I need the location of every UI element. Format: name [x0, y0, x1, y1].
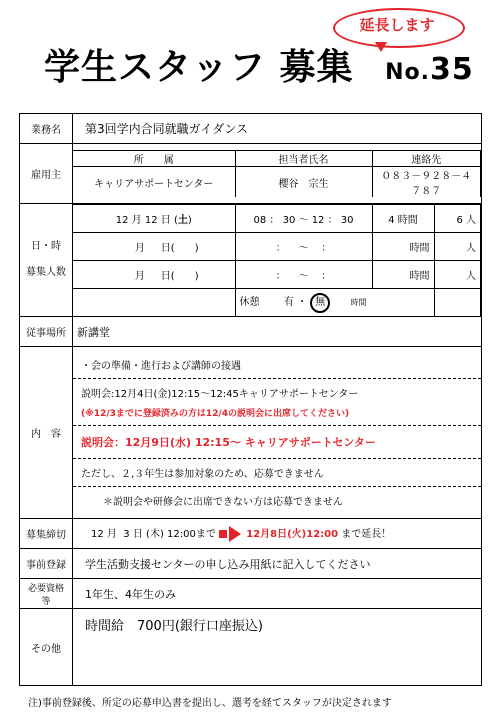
day-unit: 日 — [160, 271, 171, 283]
break-label: 休憩 — [239, 296, 260, 308]
requirements-label: 必要資格等 — [20, 579, 73, 609]
break-time-unit: 時間 — [350, 297, 367, 307]
month-unit: 月 — [134, 271, 145, 283]
schedule-table — [73, 204, 481, 316]
job-label: 業務名 — [20, 114, 73, 144]
content-line-4: ただし、２,３年生は参加対象のため、応募できません — [73, 459, 481, 487]
place-value: 新講堂 — [73, 317, 482, 347]
hours-unit: 時間 — [409, 271, 430, 283]
deadline-time: 12:00まで — [167, 529, 216, 540]
end-hour: 12 — [311, 215, 325, 227]
job-value: 第3回学内合同就職ガイダンス — [73, 114, 482, 144]
people-unit: 人 — [466, 271, 476, 283]
recruitment-form — [19, 113, 482, 686]
people-unit: 人 — [466, 243, 476, 255]
deadline-label: 募集締切 — [20, 519, 73, 549]
requirements-value: 1年生、4年生のみ — [73, 579, 482, 609]
registration-value: 学生活動支援センターの申し込み用紙に記入してください — [73, 549, 482, 579]
schedule-row-2: 月 日( ) ： ～ ： 時間 人 — [73, 233, 481, 261]
weekday-1: 土 — [177, 215, 188, 227]
people-1: 6 — [456, 215, 463, 227]
person-value: 櫻谷 宗生 — [235, 167, 372, 198]
break-dot: ・ — [297, 296, 308, 308]
content-line-2-note: (※12/3までに登録済みの方は12/4の説明会に出席してください) — [81, 409, 350, 419]
schedule-row-1: 12 月 12 日 (土) 08 ： 30 ～ 12 ： 30 4 時間 6 人 — [73, 205, 481, 233]
time-sep: ： — [275, 271, 286, 283]
deadline-weekday: 木 — [149, 529, 160, 540]
start-hour: 08 — [253, 215, 267, 227]
dept-header: 所 属 — [73, 151, 235, 167]
end-min: 30 — [340, 215, 354, 227]
datetime-label: 日・時 — [31, 241, 61, 252]
time-sep: ： — [269, 215, 280, 227]
dept-value: キャリアサポートセンター — [73, 167, 235, 198]
month-unit: 月 — [134, 243, 145, 255]
break-no-circled: 無 — [310, 293, 330, 313]
person-header: 担当者氏名 — [235, 151, 372, 167]
start-min: 30 — [282, 215, 296, 227]
hours-unit: 時間 — [409, 243, 430, 255]
registration-label: 事前登録 — [20, 549, 73, 579]
place-label: 従事場所 — [20, 317, 73, 347]
deadline-row: 募集締切 12 月 3 日 (木) 12:00まで 12月8日(火)12:00 まで延長！ — [20, 519, 482, 549]
time-sep: ： — [321, 271, 332, 283]
employer-row — [20, 144, 482, 204]
break-yes: 有 — [283, 296, 294, 308]
content-line-5: ＊説明会や研修会に出席できない方は応募できません — [103, 497, 343, 508]
content-line-3: 説明会：12月9日(水) 12:15～ キャリアサポートセンター — [73, 426, 481, 459]
contact-header: 連絡先 — [372, 151, 481, 167]
range-sep: ～ — [298, 271, 309, 283]
content-label: 内 容 — [20, 347, 73, 519]
schedule-row-3: 月 日( ) ： ～ ： 時間 人 — [73, 261, 481, 289]
count-label: 募集人数 — [26, 267, 66, 278]
place-row — [20, 317, 482, 347]
month-1: 12 — [115, 215, 129, 227]
day-unit: 日 — [160, 215, 171, 227]
employer-label: 雇用主 — [20, 144, 73, 204]
month-unit: 月 — [131, 215, 142, 227]
recruit-number: 35 — [429, 52, 474, 87]
footer-note: 注)事前登録後、所定の応募申込書を提出し、選考を経てスタッフが決定されます — [28, 698, 392, 709]
time-sep: ： — [321, 243, 332, 255]
other-row — [20, 609, 482, 686]
title-text: 学生スタッフ 募集 — [44, 47, 354, 88]
range-sep: ～ — [298, 243, 309, 255]
deadline-suffix: まで延長！ — [341, 529, 392, 540]
content-row — [20, 347, 482, 519]
other-value: 時間給 700円(銀行口座振込) — [73, 609, 482, 686]
deadline-day: 3 — [123, 529, 130, 540]
page-title — [44, 48, 474, 93]
arrow-right-icon — [219, 529, 243, 540]
schedule-row — [20, 204, 482, 317]
other-label: その他 — [20, 609, 73, 686]
day-1: 12 — [144, 215, 158, 227]
no-prefix: No. — [385, 60, 430, 85]
content-line-2-text: 説明会:12月4日(金)12:15～12:45キャリアサポートセンター — [81, 389, 359, 400]
time-sep: ： — [275, 243, 286, 255]
day-unit: 日 — [132, 529, 143, 540]
extension-badge: 延長します — [359, 16, 435, 34]
contact-value: ０８３－９２８－４７８７ — [372, 167, 481, 198]
time-sep: ： — [327, 215, 338, 227]
registration-row — [20, 549, 482, 579]
employer-table — [73, 150, 481, 197]
month-unit: 月 — [106, 529, 117, 540]
number-label — [385, 47, 474, 88]
break-row — [73, 289, 481, 316]
content-line-1: ・会の準備・進行および講師の接遇 — [73, 351, 481, 379]
hours-unit: 時間 — [397, 215, 418, 227]
hours-1: 4 — [388, 215, 395, 227]
range-sep: ～ — [298, 215, 309, 227]
requirements-row — [20, 579, 482, 609]
job-row — [20, 114, 482, 144]
people-unit: 人 — [466, 215, 476, 227]
deadline-new-date: 12月8日(火)12:00 — [246, 529, 339, 540]
deadline-month: 12 — [91, 529, 104, 540]
schedule-label — [20, 204, 73, 317]
day-unit: 日 — [160, 243, 171, 255]
content-line-2 — [73, 379, 481, 426]
